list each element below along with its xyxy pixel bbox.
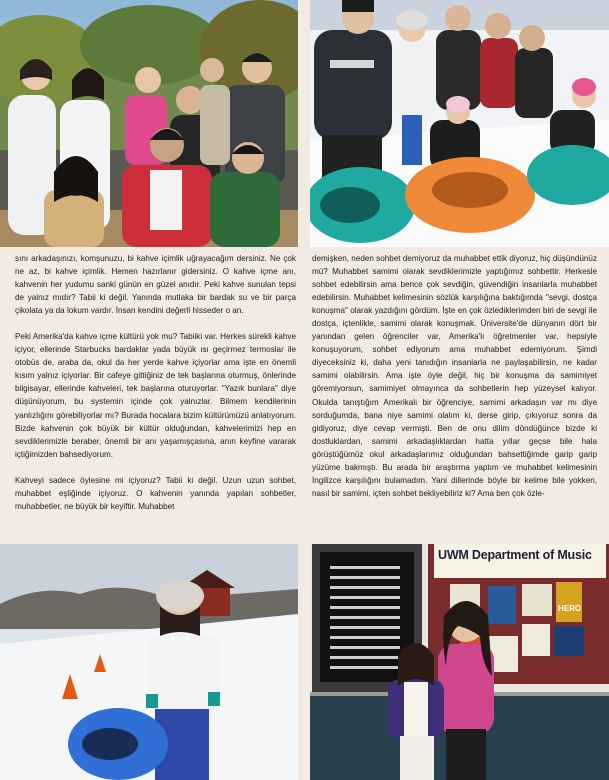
photo-music-department [310, 544, 609, 780]
paragraph: demişken, neden sohbet demiyoruz da muhabbet ettik diyoruz, hiç düşündünüz mü? Muhabbet samimi olarak sevdiklerimizle yaptığımız sohbettir. Herkesle sohbet edebilirsin ama bence çok sevdiğin, güvendiğin insanlarla muhabbet edebilirsin. Muhabbet kelimesinin sözlük karşılığına baktığımda "sevgi, dostça konuşma" olarak yazdığını gördüm. İşte en çok özlediklerimden biri de sevgi ile dostça, içtenlikle, samimi olarak konuşmak. Üniversite'de dünyanın dört bir yanından gelen öğrenciler var, Amerika'lı öğretmenler var, hepsiyle konuşuyorum, sohbet ediyorum ama muhabbet edemiyorum. Şimdi diyeceksiniz ki, daha yeni tanıdığın insanlarla ne paylaşabilirsin, ne kadar samimi olabilirsin. Ama işte öyle değil, hiç bir konuşma da samimiyet göremiyorsun, samimiyet olmayınca da sohbetlerin hep yüzeysel kalıyor. Okulda tanıştığım Amerikalı bir öğrenciye, samimi arkadaşın var mı diye sorduğumda, bana niye samimi olalım ki, derse girip, çıkıyoruz sonra da gidiyoruz, diye cevap vermişti. Ben de onu dilim döndüğünce bizde ki dostluklardan, samimi arkadaşlıklardan hatta yıllar geçse bile hala görüştüğümüz okul arkadaşlarımız olduğundan bahsettiğimde garip garip yüzüme bakmıştı. Bu arada bir araştırma yaptım ve muhabbet kelimesinin İngilizce karşılığını bulamadım. Yani dillerinde böyle bir kelime bile yokken, nasıl bir samimi, içten sohbet bekliyebiliriz ki? Ama ben çok özle- [312, 254, 598, 498]
poster-hero: HERO [558, 604, 582, 613]
paragraph: Peki Amerika'da kahve içme kültürü yok mu? Tabiiki var. Herkes sürekli kahve içiyor, ellerinde Starbucks bardaklar yada büyük ısı geçirmez termoslar ile otobüs de, araba da, okul da her yerde kahve içiyorlar ama işte en önemli kısım yalnız içiyorlar. Bir cafeye gittiğiniz de tek başlarına oturmuş, önlerinde bilgisayar, ellerinde kahveleri, tek başlarına oturuyorlar. "Yazık bunlara" diye düşünüyorum, bu systemin içinde çok yalnızlar. Bilmem kendilerinin yanlızlığını görebiliyorlar mı? Burada hocalara bizim kültürümüzü anlatıyorum. Bizde kahvenin çok büyük bir kültür olduğundan, kahvelerimizi hep en sevdiklerimizle beraber, önemli bir anı yaşamışçasına, anın keyfine vararak içtiğimizden bahsediyorum. [15, 332, 296, 459]
photo-student-group [0, 0, 298, 247]
photo-snow-tubing-group [310, 0, 609, 247]
paragraph: Kahveyi sadece öylesine mi içiyoruz? Tabii ki değil. Uzun uzun sohbet, muhabbet eşliğinde içiyoruz. O kahvenin yanında yapılan sohbetler, muhabbetler, ne büyük bir keyiftir. Muhabbet [15, 475, 296, 511]
article-column-right [312, 252, 597, 500]
article-column-left [15, 252, 296, 513]
paragraph: sını arkadaşınızı, komşunuzu, bi kahve içimlik uğrayacağım dersiniz. Ne çok ne az, bi kahve içimlik. Hemen hazırlanır gidersiniz. O kahve içme anı, kahvenin her yudumu sanki günün en güzel anıdır. Peki kahve sunulan tepsi de yalnız mıdır? Tabii ki değil. Yanında mutlaka bir bardak su ve bir parça çikolata ya da lokum vardır. İnsan kendini değerli hisseder o an. [15, 254, 296, 316]
photo-girl-snow-tube [0, 544, 298, 780]
music-department-sign-header: UWM Department of Music [438, 548, 592, 562]
